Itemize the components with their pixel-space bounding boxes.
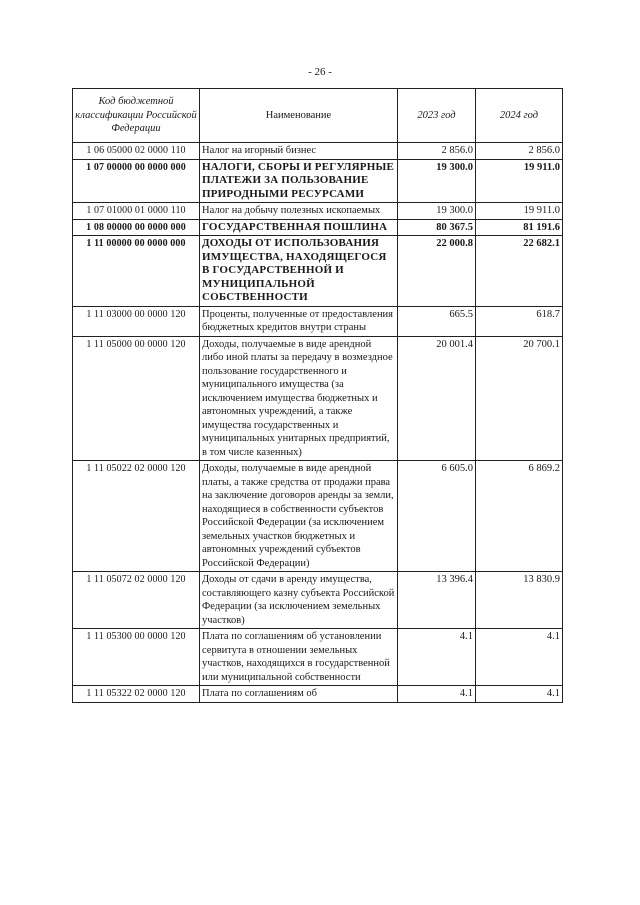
table-row [73, 686, 563, 703]
name-cell: Налог на добычу полезных ископаемых [200, 203, 398, 220]
value-2023-cell: 2 856.0 [398, 143, 476, 160]
value-2024-cell: 19 911.0 [476, 159, 563, 203]
name-cell: Плата по соглашениям об [200, 686, 398, 703]
table-row [73, 572, 563, 629]
value-2024-cell: 19 911.0 [476, 203, 563, 220]
header-2023: 2023 год [398, 89, 476, 143]
name-cell: Доходы, получаемые в виде арендной либо иной платы за передачу в возмездное пользование государственного и муниципального имущества (за исключением имущества бюджетных и автономных учреждений, а также имущества государственных и муниципальных унитарных предприятий, в том числе казенных) [200, 336, 398, 461]
value-2024-cell: 20 700.1 [476, 336, 563, 461]
value-2023-cell: 4.1 [398, 686, 476, 703]
value-2024-cell: 81 191.6 [476, 219, 563, 236]
value-2023-cell: 19 300.0 [398, 203, 476, 220]
value-2023-cell: 19 300.0 [398, 159, 476, 203]
value-2023-cell: 665.5 [398, 306, 476, 336]
page-number: - 26 - [308, 66, 332, 78]
code-cell: 1 11 00000 00 0000 000 [73, 236, 200, 307]
table-row [73, 306, 563, 336]
table-row [73, 203, 563, 220]
table-body [73, 143, 563, 703]
value-2024-cell: 6 869.2 [476, 461, 563, 572]
value-2023-cell: 13 396.4 [398, 572, 476, 629]
value-2023-cell: 80 367.5 [398, 219, 476, 236]
table-header-row [73, 89, 563, 143]
header-code: Код бюджетной классификации Российской Федерации [73, 89, 200, 143]
code-cell: 1 11 05300 00 0000 120 [73, 629, 200, 686]
value-2024-cell: 2 856.0 [476, 143, 563, 160]
budget-revenue-table [72, 88, 563, 703]
table-row [73, 461, 563, 572]
table-row [73, 143, 563, 160]
value-2024-cell: 618.7 [476, 306, 563, 336]
code-cell: 1 11 05000 00 0000 120 [73, 336, 200, 461]
value-2024-cell: 22 682.1 [476, 236, 563, 307]
code-cell: 1 08 00000 00 0000 000 [73, 219, 200, 236]
code-cell: 1 11 05072 02 0000 120 [73, 572, 200, 629]
value-2023-cell: 22 000.8 [398, 236, 476, 307]
name-cell: Налог на игорный бизнес [200, 143, 398, 160]
value-2024-cell: 13 830.9 [476, 572, 563, 629]
code-cell: 1 06 05000 02 0000 110 [73, 143, 200, 160]
code-cell: 1 11 05322 02 0000 120 [73, 686, 200, 703]
name-cell: Плата по соглашениям об установлении сервитута в отношении земельных участков, находящихся в государственной или муниципальной собственности [200, 629, 398, 686]
header-name: Наименование [200, 89, 398, 143]
table-row [73, 159, 563, 203]
value-2023-cell: 4.1 [398, 629, 476, 686]
name-cell: Проценты, полученные от предоставления бюджетных кредитов внутри страны [200, 306, 398, 336]
code-cell: 1 11 05022 02 0000 120 [73, 461, 200, 572]
header-2024: 2024 год [476, 89, 563, 143]
name-cell: ДОХОДЫ ОТ ИСПОЛЬЗОВАНИЯ ИМУЩЕСТВА, НАХОДЯЩЕГОСЯ В ГОСУДАРСТВЕННОЙ И МУНИЦИПАЛЬНОЙ СОБСТВЕННОСТИ [200, 236, 398, 307]
name-cell: НАЛОГИ, СБОРЫ И РЕГУЛЯРНЫЕ ПЛАТЕЖИ ЗА ПОЛЬЗОВАНИЕ ПРИРОДНЫМИ РЕСУРСАМИ [200, 159, 398, 203]
value-2024-cell: 4.1 [476, 686, 563, 703]
table-row [73, 236, 563, 307]
code-cell: 1 07 00000 00 0000 000 [73, 159, 200, 203]
value-2023-cell: 6 605.0 [398, 461, 476, 572]
value-2024-cell: 4.1 [476, 629, 563, 686]
table-row [73, 219, 563, 236]
name-cell: Доходы от сдачи в аренду имущества, составляющего казну субъекта Российской Федерации (за исключением земельных участков) [200, 572, 398, 629]
table-row [73, 629, 563, 686]
name-cell: Доходы, получаемые в виде арендной платы, а также средства от продажи права на заключение договоров аренды за земли, находящиеся в собственности субъектов Российской Федерации (за исключением земельных участков бюджетных и автономных учреждений субъектов Российской Федерации) [200, 461, 398, 572]
code-cell: 1 07 01000 01 0000 110 [73, 203, 200, 220]
table-row [73, 336, 563, 461]
value-2023-cell: 20 001.4 [398, 336, 476, 461]
name-cell: ГОСУДАРСТВЕННАЯ ПОШЛИНА [200, 219, 398, 236]
code-cell: 1 11 03000 00 0000 120 [73, 306, 200, 336]
